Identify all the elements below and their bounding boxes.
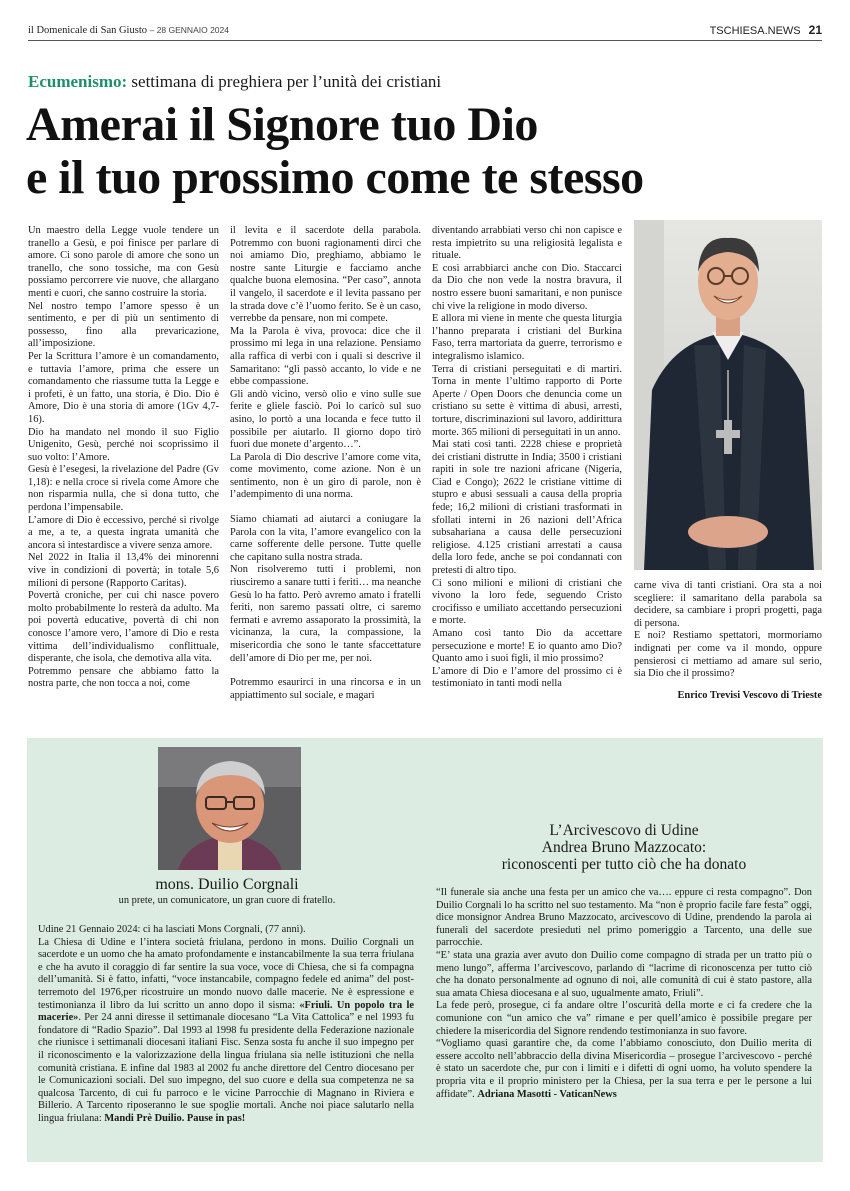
- paragraph: diventando arrabbiati verso chi non capisce e resta impietrito su una religiosità legalista e rituale.: [432, 225, 622, 262]
- paragraph: [436, 1038, 812, 1101]
- text-run: . Per 24 anni diresse il settimanale diocesano “La Vita Cattolica” e nel 1993 fu fondatore di “Radio Spazio”. Dal 1993 al 1998 fu presidente della Federazione nazionale che riunisce i settimanali diocesani italiani Fisc. Senza sosta fu anche il suo impegno per il riconoscimento e la valorizzazione della lingua friulana sia nelle istituzioni che nella comunità cristiana. E infine dal 1983 al 2002 fu anche direttore del Centro diocesano per le Comunicazioni sociali. Del suo impegno, del suo cuore e della sua competenza ne sa qualcosa Tarcento, di cui fu parroco e le vicine Parrocchie di Magnano in Riviera e Billerio. A Tarcento riposeranno le sue spoglie mortali. Anche noi piace salutarlo nella lingua friulana:: [38, 1012, 414, 1124]
- bishop-photo-illustration: [634, 220, 822, 570]
- paragraph: Potremmo pensare che abbiamo fatto la nostra parte, che non tocca a noi, come: [28, 665, 219, 690]
- mons-corgnali-photo: [158, 747, 301, 870]
- paragraph: Ci sono milioni e milioni di cristiani che vivono la loro fede, seguendo Cristo crocifisso e umiliato accettando persecuzioni e morte.: [432, 577, 622, 627]
- paragraph: Potremmo esaurirci in una rincorsa e in un appiattimento sul sociale, e magari: [230, 677, 421, 701]
- header-rule: [28, 40, 822, 41]
- article-kicker: [28, 72, 441, 92]
- paragraph: “Il funerale sia anche una festa per un amico che va…. eppure ci resta compagno”. Don Duilio Corgnali lo ha scritto nel suo testamento. Ma “non è proprio facile fare festa” oggi, dice monsignor Andrea Bruno Mazzocato, arcivescovo di Udine, prendendo la parola ai funerali del sacerdote presieduti nel primo pomeriggio a Tarcento, una delle sue parrocchie.: [436, 887, 812, 949]
- paragraph: E noi? Restiamo spettatori, mormoriamo indignati per come va il mondo, oppure pensierosi ci mettiamo ad amare sul serio, sia Dio che il prossimo?: [634, 630, 822, 680]
- headline-line-1: Amerai il Signore tuo Dio: [26, 98, 538, 151]
- site-name: TSCHIESA.NEWS: [709, 25, 801, 37]
- paragraph: Gesù è l’esegesi, la rivelazione del Padre (Gv 1,18): e nella croce si rivela come Amore che non risparmia nulla, che si dona tutto, che perdona l’impensabile.: [28, 464, 219, 514]
- title-line-2: Andrea Bruno Mazzocato:: [541, 839, 707, 856]
- paragraph: Un maestro della Legge vuole tendere un tranello a Gesù, e poi finisce per parlare di amore. Ci sono parole di amore che sono un tranello, che sono tossiche, ma con Gesù possiamo percorrere vie nuove, che allargano menti e cuori, che sanno costruire la storia.: [28, 225, 219, 299]
- paragraph: Nel nostro tempo l’amore spesso è un sentimento, e per di più un sentimento di possesso, fino alla prevaricazione, all’imposizione.: [28, 300, 219, 350]
- publication-name: il Domenicale di San Giusto: [28, 25, 147, 36]
- text-run: “Vogliamo quasi garantire che, da come l’abbiamo conosciuto, don Duilio merita di essere accolto nell’abbraccio della divina Misericordia – prosegue l’arcivescovo - perché è stato un sacerdote che, pur con i limiti e i difetti di ogni uomo, ha voluto spendere la propria vita e il proprio ministero per la Chiesa, per la sua terra e per le persone a lui affidate”.: [436, 1038, 812, 1100]
- article-signature: Enrico Trevisi Vescovo di Trieste: [677, 690, 822, 701]
- paragraph: “E’ stata una grazia aver avuto don Duilio come compagno di strada per un tratto più o meno lungo”, afferma l’arcivescovo, parlando di “lacrime di riconoscenza per tutto ciò che ha donato personalmente ad ognuno di noi, alle comunità di cui è stato pastore, alla sua amata Chiesa diocesana e al suo, ugualmente amato, Friuli”.: [436, 949, 812, 999]
- paragraph: L’amore di Dio e l’amore del prossimo ci è testimoniato in tanti modi nella: [432, 665, 622, 690]
- paragraph: Udine 21 Gennaio 2024: ci ha lasciati Mons Corgnali, (77 anni).: [38, 924, 306, 935]
- page-number: 21: [808, 23, 822, 37]
- article-column-3: [432, 225, 622, 691]
- page-header-right: [710, 23, 822, 37]
- paragraph: Ma la Parola è viva, provoca: dice che il prossimo mi lega in una relazione. Pensiamo alla raffica di verbi con i quali si descrive il Samaritano: “gli passò accanto, lo vide e ne ebbe compassione.: [230, 325, 421, 388]
- article-headline: [26, 98, 826, 204]
- paragraph: [38, 937, 414, 1126]
- paragraph: il levita e il sacerdote della parabola. Potremmo con buoni ragionamenti dirci che noi amiamo Dio, preghiamo, abbiamo le nostre sante Liturgie e facciamo anche qualche buona elemosina. “Per caso”, annota il vangelo, il sacerdote e il levita passano per la strada dove c’è l’uomo ferito. Se è un caso, verrebbe da pensare, non mi compete.: [230, 225, 421, 325]
- paragraph: Amano così tanto Dio da accettare persecuzione e morte! E io quanto amo Dio? Quanto amo i suoi figli, il mio prossimo?: [432, 628, 622, 665]
- paragraph: Non risolveremo tutti i problemi, non riusciremo a sanare tutti i feriti… ma neanche Gesù lo ha fatto. Però avremo amato i fratelli feriti, non saremo passati oltre, ci saremo fermati e avremo assaporato la prossimità, la vicinanza, la cura, la compassione, la misericordia che sono le tante sfaccettature dell’amore di Dio per me, per noi.: [230, 564, 421, 664]
- byline: Adriana Masotti - VaticanNews: [477, 1088, 617, 1100]
- mons-name: mons. Duilio Corgnali: [155, 876, 299, 893]
- paragraph: Mai stati così tanti. 2228 chiese e proprietà dei cristiani distrutte in India; 3500 i cristiani rapiti in sole tre nazioni africane (Nigeria, Ciad e Congo); 2622 le cristiane vittime di stupro e abusi sessuali a causa della propria fede; 16,2 milioni di cristiani trasformati in sfollati interni in 26 nazioni dell’Africa subsahariana a causa delle persecuzioni religiose. 4.125 cristiani arrestati a causa della loro fede, anche se poi condannati con pretesti di altro tipo.: [432, 439, 622, 577]
- archbishop-title: [436, 822, 812, 873]
- title-line-1: L’Arcivescovo di Udine: [549, 822, 699, 839]
- article-column-2: [230, 225, 421, 702]
- obituary-right-column: [436, 887, 812, 1101]
- paragraph: Povertà croniche, per cui chi nasce povero molto probabilmente lo resterà da adulto. Ma poi povertà educative, povertà di chi non conosce l’amore vero, l’amore di Dio e resta vittima dell’individualismo conflittuale, disperante, che isola, che demotiva alla vita.: [28, 590, 219, 665]
- book-title: «Friuli. Un popolo tra le macerie»: [38, 999, 414, 1024]
- mons-photo-illustration: [158, 747, 301, 870]
- paragraph: Nel 2022 in Italia il 13,4% dei minorenni vive in condizioni di povertà; in totale 5,6 milioni di persone (Rapporto Caritas).: [28, 552, 219, 589]
- paragraph: Per la Scrittura l’amore è un comandamento, e tuttavia l’amore, prima che essere un comandamento che riassume tutta la Legge e i profeti, è un fatto, una storia, è Dio. Dio è Amore, Dio è una storia di amore (1Gv 4,7-16).: [28, 350, 219, 425]
- text-run: La Chiesa di Udine e l’intera società friulana, perdono in mons. Duilio Corgnali un sacerdote e un uomo che ha amato profondamente e instancabilmente la sua terra friulana e che ha avuto il coraggio di far sentire la sua voce, voce di Chiesa, che si fa compagna dell’umanità. Si è fatto, infatti, “voce instancabile, compagno fedele ed anima” del post-terremoto del 1976,per ricostruire un mondo nuovo dalle macerie. Ne è espressione e testimonianza il libro da lui scritto un anno dopo il sisma:: [38, 936, 414, 1011]
- paragraph: carne viva di tanti cristiani. Ora sta a noi scegliere: il samaritano della parabola sa decidere, sa cambiare i propri progetti, paga di persona.: [634, 580, 822, 629]
- kicker-section: Ecumenismo:: [28, 72, 128, 91]
- paragraph: E così arrabbiarci anche con Dio. Staccarci da Dio che non vede la nostra bravura, il nostro essere buoni samaritani, e non punisce chi vive la religione in modo diverso.: [432, 262, 622, 312]
- paragraph: Gli andò vicino, versò olio e vino sulle sue ferite e gliele fasciò. Poi lo caricò sul suo asino, lo portò a una locanda e fece tutto il possibile per aiutarlo. Il giorno dopo tirò fuori due monete d’argento…”.: [230, 388, 421, 451]
- paragraph: La fede però, prosegue, ci fa andare oltre l’oscurità della morte e ci fa credere che la comunione con “un amico che va” rimane e per quell’amico è possibile pregare per chiedere la misericordia del Signore rendendo testimonianza in suo favore.: [436, 1000, 812, 1037]
- paragraph: Terra di cristiani perseguitati e di martiri. Torna in mente l’ultimo rapporto di Porte Aperte / Open Doors che denuncia come un cristiano su sette è vittima di abusi, arresti, torture, discriminazioni sul lavoro, addirittura morte. 365 milioni di perseguitati in un anno.: [432, 363, 622, 438]
- article-column-1: [28, 225, 219, 691]
- obituary-left-column: [38, 924, 414, 1126]
- paragraph: La Parola di Dio descrive l’amore come vita, come movimento, come azione. Non è un sentimento, non è un giro di parole, non è l’adempimento di una norma.: [230, 451, 421, 501]
- closing-greeting: Mandi Prè Duilio. Pause in pas!: [104, 1112, 246, 1124]
- paragraph: Dio ha mandato nel mondo il suo Figlio Unigenito, Gesù, perché noi scoprissimo il suo volto: l’Amore.: [28, 426, 219, 463]
- paragraph: Siamo chiamati ad aiutarci a coniugare la Parola con la vita, l’amore evangelico con la carne sofferente delle persone. Tutte quelle che capitano sulla nostra strada.: [230, 514, 421, 563]
- headline-line-2: e il tuo prossimo come te stesso: [26, 151, 644, 204]
- bishop-photo: [634, 220, 822, 570]
- title-line-3: riconoscenti per tutto ciò che ha donato: [501, 856, 747, 873]
- issue-date: – 28 GENNAIO 2024: [149, 25, 229, 35]
- paragraph: E allora mi viene in mente che questa liturgia l’hanno preparata i cristiani del Burkina Faso, terra martoriata da guerre, terrorismo e integralismo islamico.: [432, 313, 622, 362]
- paragraph: L’amore di Dio è eccessivo, perché si rivolge a me, a te, a questa ingrata umanità che ancora si intestardisce a vivere senza amore.: [28, 514, 219, 551]
- article-column-4: [634, 580, 822, 681]
- kicker-text: settimana di preghiera per l’unità dei cristiani: [131, 72, 442, 91]
- page-header-left: [28, 25, 229, 36]
- mons-subtitle: un prete, un comunicatore, un gran cuore di fratello.: [118, 895, 336, 906]
